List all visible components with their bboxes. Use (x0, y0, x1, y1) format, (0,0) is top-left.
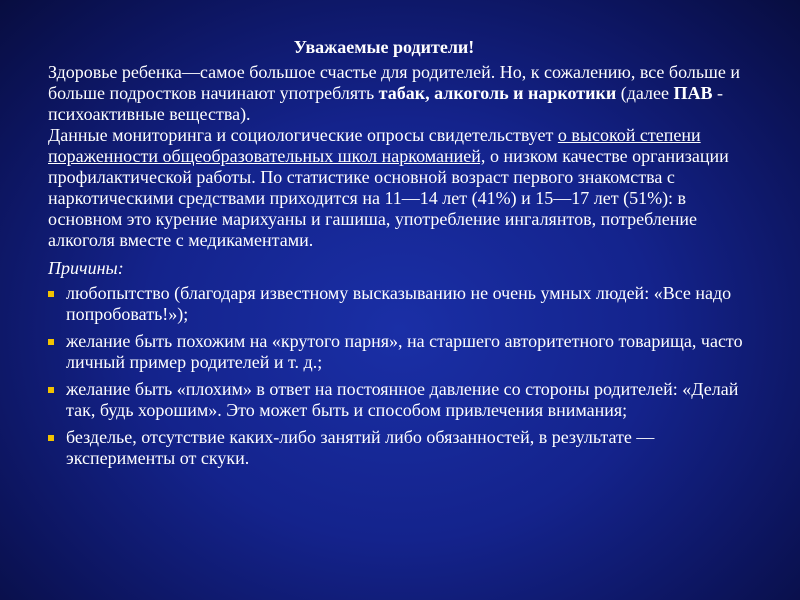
intro-bold-pav: ПАВ (673, 83, 713, 103)
list-item (48, 283, 760, 325)
causes-list (48, 283, 760, 469)
intro-text-3: - психоактивные вещества). (48, 83, 723, 124)
cause-text: желание быть «плохим» в ответ на постоянное давление со стороны родителей: «Делай так, будь хорошим». Это может быть и способом привлечения внимания; (66, 379, 739, 420)
bullet-square-icon (48, 435, 54, 441)
stats-text-1: Данные мониторинга и социологические опросы свидетельствует (48, 125, 558, 145)
bullet-square-icon (48, 339, 54, 345)
cause-text: безделье, отсутствие каких-либо занятий либо обязанностей, в результате — эксперименты от скуки. (66, 427, 655, 468)
cause-text: желание быть похожим на «крутого парня», на старшего авторитетного товарища, часто личный пример родителей и т. д.; (66, 331, 743, 372)
causes-heading: Причины: (48, 258, 124, 278)
list-item (48, 331, 760, 373)
slide-title: Уважаемые родители! (293, 37, 475, 57)
intro-text-1: Здоровье ребенка—самое большое счастье для родителей. Но, к сожалению, все больше и больше подростков начинают употреблять (48, 62, 741, 103)
intro-paragraph (48, 62, 760, 125)
bullet-square-icon (48, 387, 54, 393)
bullet-square-icon (48, 291, 54, 297)
stats-underlined-link[interactable]: о высокой степени пораженности общеобразовательных школ наркоманией, (48, 125, 701, 166)
list-item (48, 427, 760, 469)
list-item (48, 379, 760, 421)
statistics-paragraph (48, 125, 760, 251)
intro-text-2: (далее (616, 83, 674, 103)
stats-text-2: о низком качестве организации профилактической работы. По статистике основной возраст первого знакомства с наркотическими средствами приходится на 11—14 лет (41%) и 15—17 лет (51%): в основном это курение марихуаны и гашиша, употребление ингалянтов, потребление алкоголя вместе с медикаментами. (48, 146, 729, 250)
intro-bold-substances: табак, алкоголь и наркотики (378, 83, 617, 103)
cause-text: любопытство (благодаря известному высказыванию не очень умных людей: «Все надо попробовать!»); (66, 283, 732, 324)
